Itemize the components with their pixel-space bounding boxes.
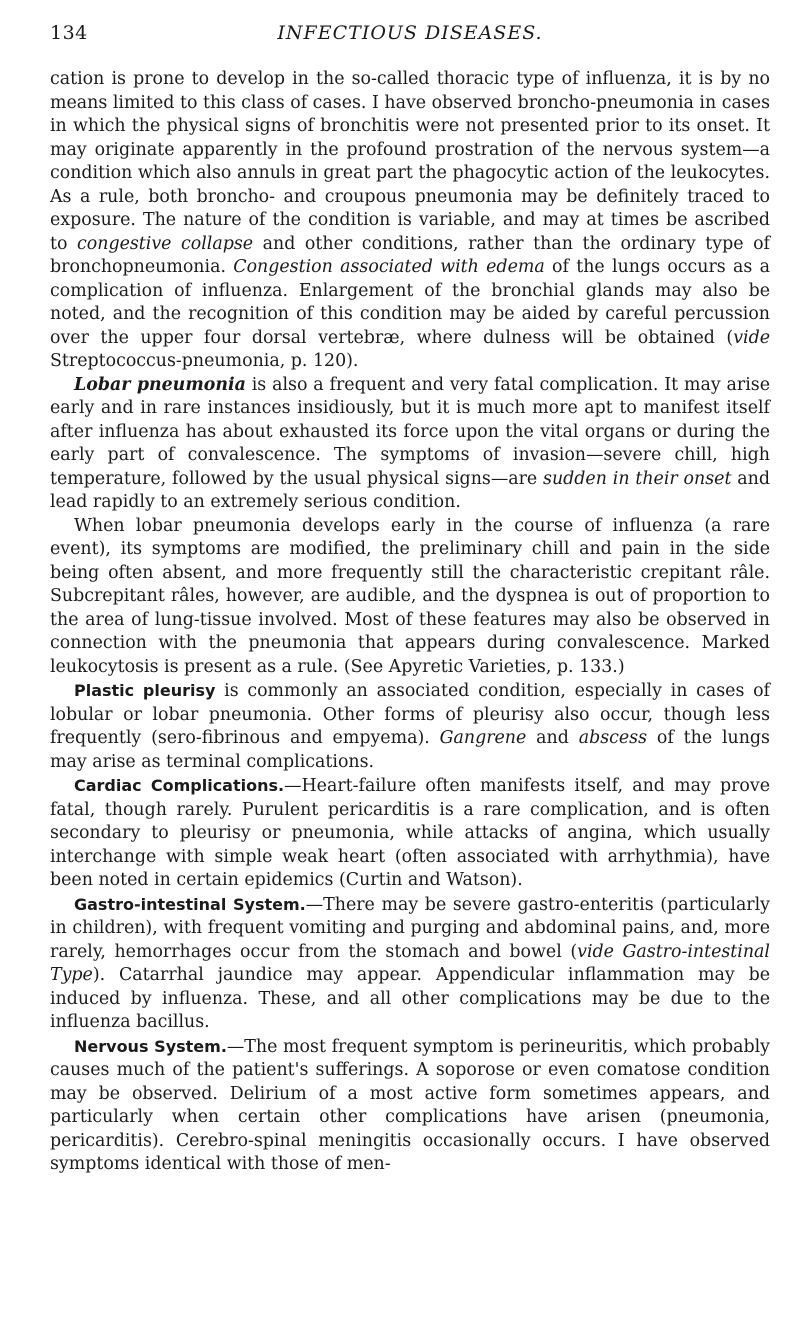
- paragraph-nervous-system: [50, 1035, 770, 1177]
- text-run: and: [526, 728, 579, 748]
- body-text: [50, 68, 770, 1177]
- text-run: is commonly an associated condition, especially in cases of lobular or lobar pneumonia. Other forms of pleurisy also occur, though less frequently (sero-fibrinous and empyema).: [50, 681, 770, 748]
- text-run: ). Catarrhal jaundice may appear. Appendicular inflammation may be induced by influenza. These, and all other complications may be due to the influenza bacillus.: [50, 965, 770, 1032]
- paragraph-plastic-pleurisy: [50, 679, 770, 774]
- italic-text: congestive collapse: [77, 233, 254, 254]
- text-run: When lobar pneumonia develops early in the course of influenza (a rare event), its symptoms are modified, the preliminary chill and pain in the side being often absent, and more frequently still the characteristic crepitant râle. Subcrepitant râles, however, are audible, and the dyspnea is out of proportion to the area of lung-tissue involved. Most of these features may also be observed in connection with the pneumonia that appears during convalescence. Marked leukocytosis is present as a rule. (See Apyretic Varieties, p. 133.): [50, 515, 770, 677]
- section-heading: Nervous System.: [74, 1036, 227, 1056]
- text-run: —Heart-failure often manifests itself, and may prove fatal, though rarely. Purulent pericarditis is a rare complication, and is often secondary to pleurisy or pneumonia, while attacks of angina, which usually interchange with simple weak heart (often associated with arrhythmia), have been noted in certain epidemics (Curtin and Watson).: [50, 776, 770, 890]
- section-heading: Cardiac Complications.: [74, 776, 285, 795]
- italic-text: abscess: [578, 728, 648, 748]
- italic-text: Congestion associated with edema: [233, 257, 545, 277]
- paragraph-cardiac-complications: [50, 774, 770, 893]
- text-run: of the lungs occurs as a complication of influenza. Enlargement of the bronchial glands may also be noted, and the recognition of this condition may be aided by careful percussion over the upper four dorsal vertebræ, where dulness will be obtained (: [50, 257, 770, 348]
- italic-text: Gangrene: [439, 728, 527, 748]
- italic-text: vide Gastro-intestinal Type: [50, 941, 770, 985]
- section-heading: Lobar pneumonia: [74, 374, 246, 395]
- text-run: and other conditions, rather than the ordinary type of bronchopneumonia.: [50, 233, 770, 277]
- page-number: 134: [50, 22, 88, 44]
- book-page: [50, 20, 770, 1300]
- section-heading: Plastic pleurisy: [74, 681, 216, 700]
- text-run: cation is prone to develop in the so-called thoracic type of influenza, it is by no means limited to this class of cases. I have observed broncho-pneumonia in cases in which the physical signs of bronchitis were not presented prior to its onset. It may originate apparently in the profound prostration of the nervous system—a condition which also annuls in great part the phagocytic action of the leukocytes. As a rule, both broncho- and croupous pneumonia may be definitely traced to exposure. The nature of the condition is variable, and may at times be ascribed to: [50, 69, 770, 254]
- text-run: Streptococcus-pneumonia, p. 120).: [50, 351, 359, 371]
- italic-text: vide: [733, 327, 770, 348]
- text-run: —There may be severe gastro-enteritis (particularly in children), with frequent vomiting and purging and abdominal pains, and, more rarely, hemorrhages occur from the stomach and bowel (: [50, 894, 771, 962]
- text-run: —The most frequent symptom is perineuritis, which probably causes much of the patient's sufferings. A soporose or even comatose condition may be observed. Delirium of a most active form sometimes appears, and particularly when certain other complications have arisen (pneumonia, pericarditis). Cerebro-spinal meningitis occasionally occurs. I have observed symptoms identical with those of men-: [50, 1036, 770, 1174]
- paragraph-bronchopneumonia: [50, 68, 770, 374]
- section-heading: Gastro-intestinal System.: [74, 894, 306, 914]
- italic-text: sudden in their onset: [543, 468, 732, 489]
- text-run: is also a frequent and very fatal complication. It may arise early and in rare instances insidiously, but it is much more apt to manifest itself after influenza has about exhausted its force upon the vital organs or during the early part of convalescence. The symptoms of invasion—severe chill, high temperature, followed by the usual physical signs—are: [50, 374, 770, 489]
- text-run: of the lungs may arise as terminal complications.: [50, 728, 770, 772]
- running-title: INFECTIOUS DISEASES.: [277, 22, 543, 44]
- paragraph-gastro-intestinal: [50, 893, 770, 1035]
- text-run: and lead rapidly to an extremely serious condition.: [50, 468, 770, 512]
- paragraph-lobar-pneumonia: [50, 374, 770, 515]
- running-head: [50, 20, 770, 54]
- paragraph-lobar-pneumonia-early: [50, 515, 770, 680]
